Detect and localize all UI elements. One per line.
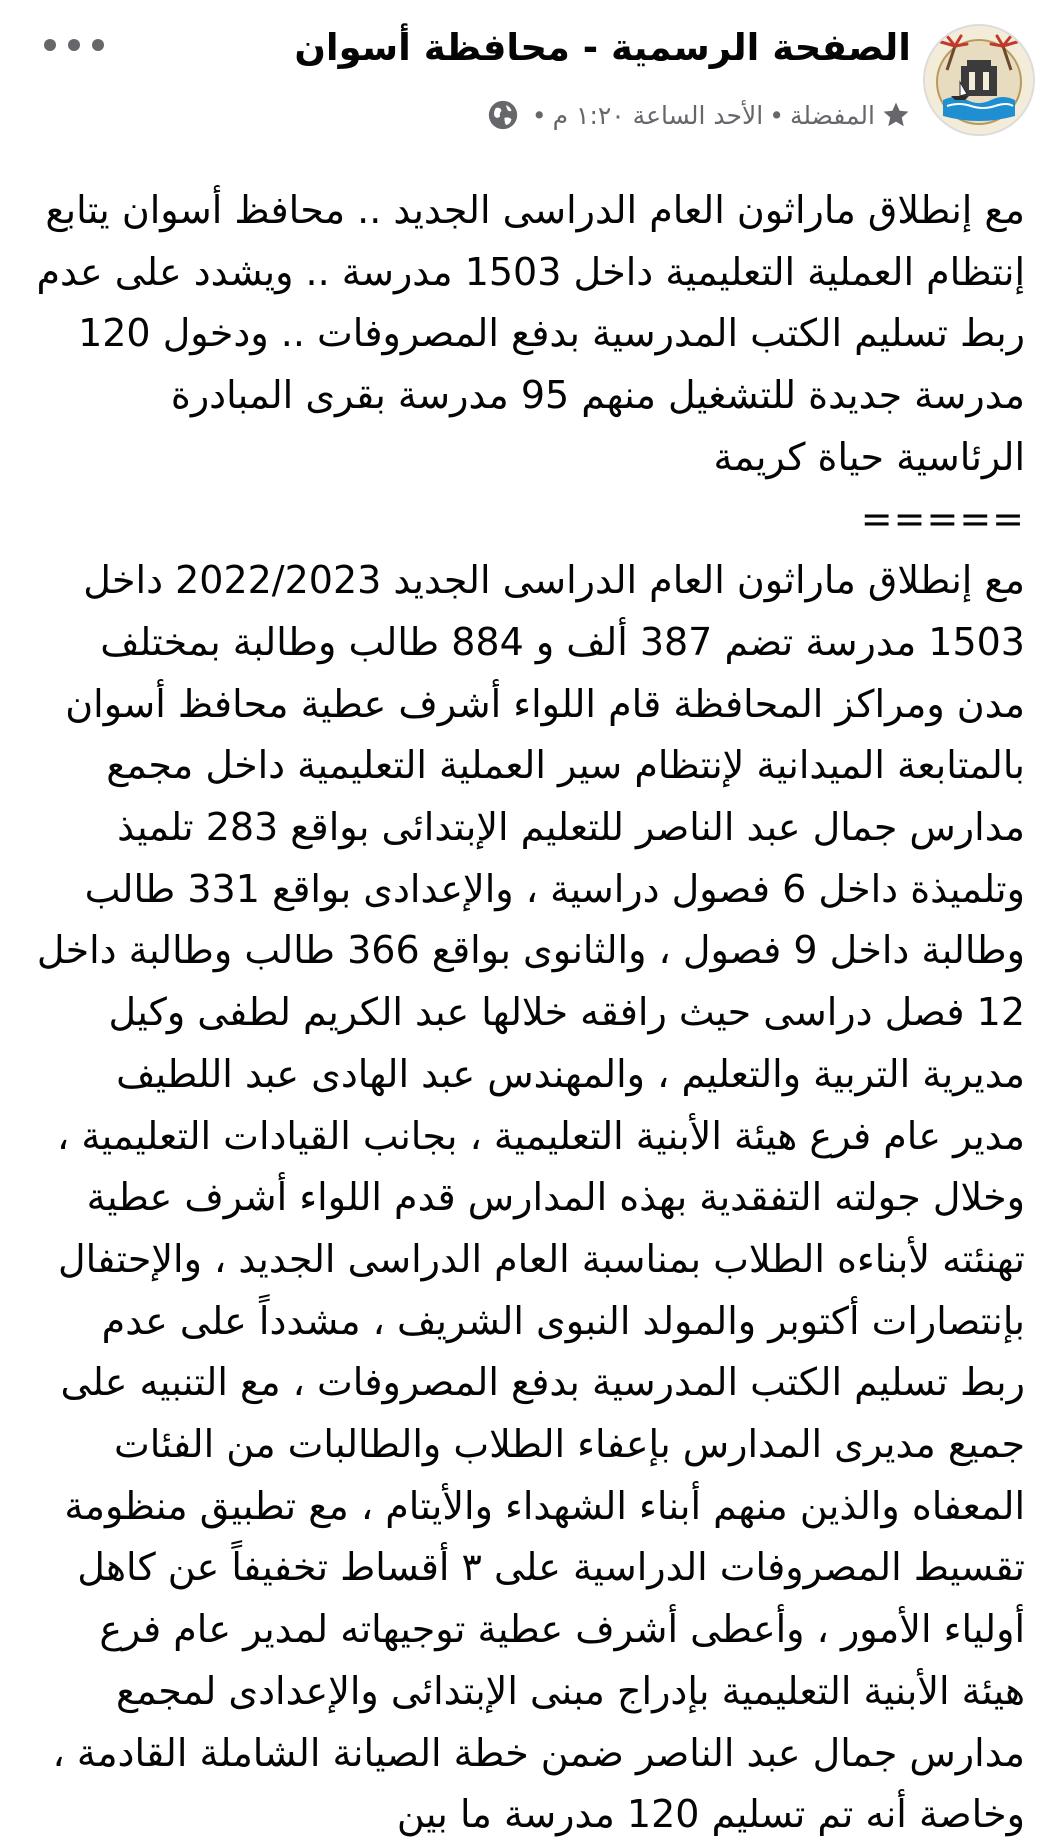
post-meta [486, 98, 911, 132]
page-avatar[interactable] [923, 24, 1035, 136]
post-body-text: مع إنطلاق ماراثون العام الدراسى الجديد 2022/2023 داخل 1503 مدرسة تضم 387 ألف و 884 طالب وطالبة بمختلف مدن ومراكز المحافظة قام اللواء أشرف عطية محافظ أسوان بالمتابعة الميدانية لإنتظام سير العملية التعليمية داخل مجمع مدارس جمال عبد الناصر للتعليم الإبتدائى بواقع 283 تلميذ وتلميذة داخل 6 فصول دراسية ، والإعدادى بواقع 331 طالب وطالبة داخل 9 فصول ، والثانوى بواقع 366 طالب وطالبة داخل 12 فصل دراسى حيث رافقه خلالها عبد الكريم لطفى وكيل مديرية التربية والتعليم ، والمهندس عبد الهادى عبد اللطيف مدير عام فرع هيئة الأبنية التعليمية ، بجانب القيادات التعليمية ، وخلال جولته التفقدية بهذه المدارس قدم اللواء أشرف عطية تهنئته لأبناءه الطلاب بمناسبة العام الدراسى الجديد ، والإحتفال بإنتصارات أكتوبر والمولد النبوى الشريف ، مشدداً على عدم ربط تسليم الكتب المدرسية بدفع المصروفات ، مع التنبيه على جميع مديرى المدارس بإعفاء الطلاب والطالبات من الفئات المعفاه والذين منهم أبناء الشهداء والأيتام ، مع تطبيق منظومة تقسيط المصروفات الدراسية على ٣ أقساط تخفيفاً عن كاهل أولياء الأمور ، وأعطى أشرف عطية توجيهاته لمدير عام فرع هيئة الأبنية التعليمية بإدراج مبنى الإبتدائى والإعدادى لمجمع مدارس جمال عبد الناصر ضمن خطة الصيانة الشاملة القادمة ، وخاصة أنه تم تسليم 120 مدرسة ما بين [36, 558, 1025, 1837]
more-dot-icon [68, 39, 80, 51]
post-text [35, 180, 1025, 1846]
post-divider: ===== [860, 496, 1025, 541]
globe-icon [486, 98, 520, 132]
more-dot-icon [92, 39, 104, 51]
favorites-label: المفضلة [789, 100, 875, 130]
post-headline: مع إنطلاق ماراثون العام الدراسى الجديد .. محافظ أسوان يتابع إنتظام العملية التعليمية داخل 1503 مدرسة .. ويشدد على عدم ربط تسليم الكتب المدرسية بدفع المصروفات .. ودخول 120 مدرسة جديدة للتشغيل منهم 95 مدرسة بقرى المبادرة الرئاسية حياة كريمة [36, 188, 1025, 479]
star-icon [881, 100, 911, 130]
post-timestamp[interactable]: الأحد الساعة ١:٢٠ م [552, 100, 764, 130]
more-options-button[interactable] [44, 30, 104, 60]
aswan-logo-icon [925, 26, 1033, 134]
meta-separator: • [531, 100, 547, 130]
page-name-link[interactable]: الصفحة الرسمية - محافظة أسوان [294, 26, 911, 69]
more-dot-icon [44, 39, 56, 51]
post-header [0, 0, 1061, 150]
meta-separator: • [769, 100, 784, 130]
